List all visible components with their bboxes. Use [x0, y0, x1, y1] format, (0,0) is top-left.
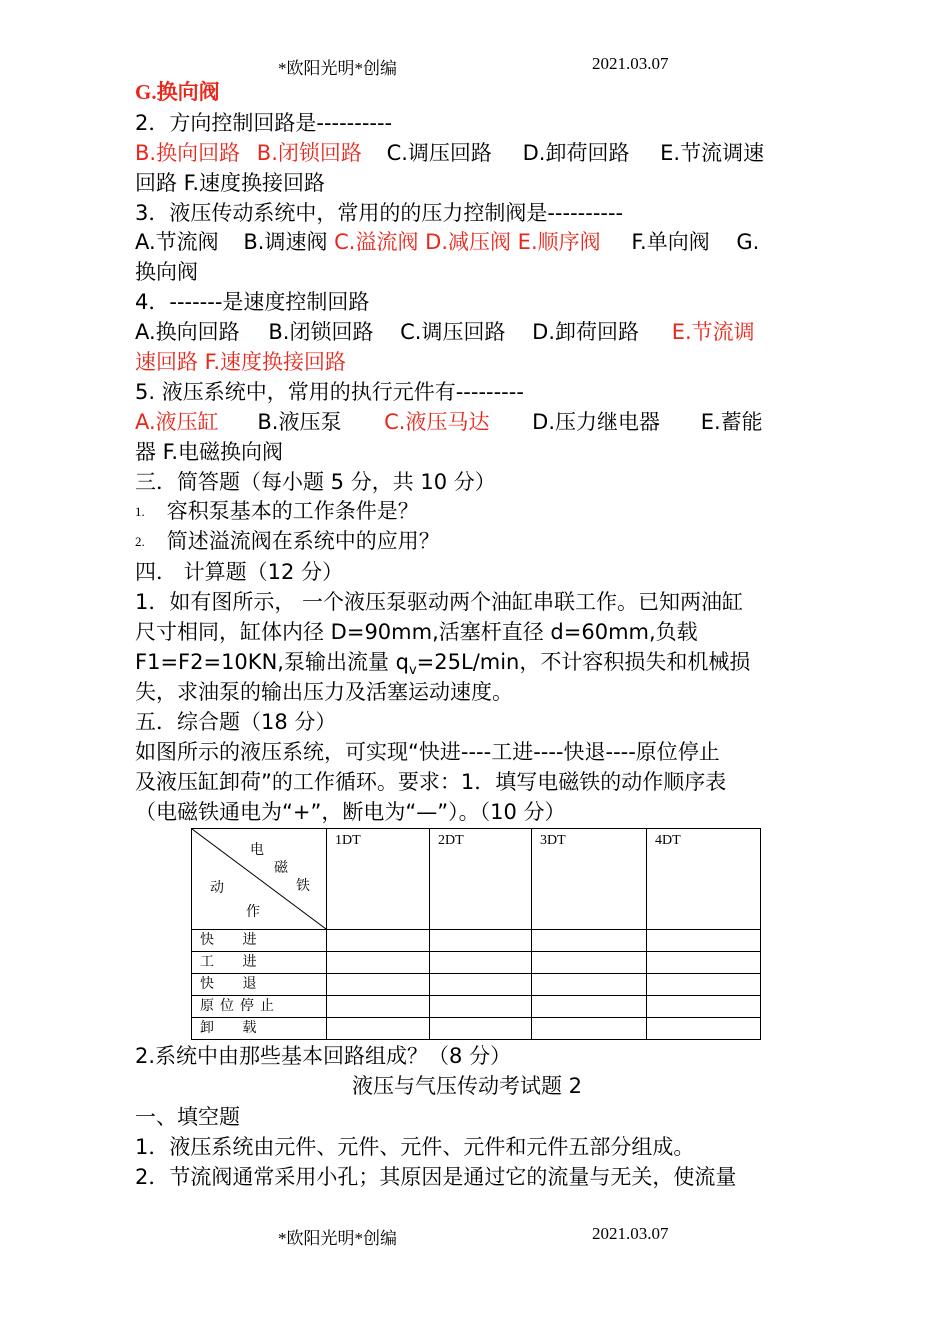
- table-cell: [327, 952, 430, 974]
- option: A.节流阀: [135, 230, 219, 254]
- question-5: 5. 液压系统中，常用的执行元件有---------: [135, 380, 524, 404]
- table-cell: [327, 930, 430, 952]
- table-cell: [647, 952, 761, 974]
- row-label: 卸 载: [192, 1018, 327, 1040]
- column-header: 3DT: [532, 829, 647, 930]
- table-cell: [647, 1018, 761, 1040]
- table-cell: [647, 996, 761, 1018]
- row-label: 快 退: [192, 974, 327, 996]
- option: C.调压回路: [386, 141, 492, 165]
- option: B.闭锁回路: [256, 141, 362, 165]
- question-3-options-cont: 换向阀: [135, 260, 198, 284]
- row-label: 快 进: [192, 930, 327, 952]
- header-author: *欧阳光明*创编: [278, 59, 397, 78]
- section-3-question-1: 1. 容积泵基本的工作条件是？: [135, 499, 419, 523]
- question-2: 2．方向控制回路是----------: [135, 111, 393, 135]
- table-cell: [532, 996, 647, 1018]
- option: C.液压马达: [384, 410, 490, 434]
- header-date: 2021.03.07: [592, 54, 669, 73]
- option: E.节流调: [671, 320, 755, 344]
- table-cell: [647, 930, 761, 952]
- table-cell: [532, 974, 647, 996]
- option: F.单向阀: [631, 230, 710, 254]
- table-row: [192, 1018, 761, 1040]
- diagonal-header-cell: [192, 829, 327, 930]
- question-4-options: [135, 319, 755, 345]
- table-cell: [327, 996, 430, 1018]
- exam-title-2: 液压与气压传动考试题 2: [352, 1074, 583, 1098]
- option: C.调压回路: [400, 320, 506, 344]
- table-cell: [532, 930, 647, 952]
- diag-label: 作: [246, 904, 260, 920]
- solenoid-sequence-table: [191, 828, 761, 1040]
- option: D.卸荷回路: [532, 320, 640, 344]
- option: A.液压缸: [135, 410, 219, 434]
- section-4-para-3: F1=F2=10KN,泵输出流量 $q_v=25L/\min$，不计容积损失和机械损: [135, 650, 751, 679]
- table-cell: [430, 1018, 532, 1040]
- question-3: 3．液压传动系统中，常用的的压力控制阀是----------: [135, 201, 624, 225]
- diag-label: 铁: [296, 878, 310, 894]
- option: G.: [736, 230, 760, 254]
- option: B.换向回路: [135, 141, 241, 165]
- option: B.闭锁回路: [268, 320, 374, 344]
- option: B.调速阀: [243, 230, 328, 254]
- column-header: 2DT: [430, 829, 532, 930]
- section-4-para-1: 1．如有图所示， 一个液压泵驱动两个油缸串联工作。已知两油缸: [135, 590, 744, 614]
- column-header: 1DT: [327, 829, 430, 930]
- section-5-para-1: 如图所示的液压系统，可实现“快进----工进----快退----原位停止: [135, 740, 720, 764]
- table-cell: [430, 952, 532, 974]
- table-cell: [327, 1018, 430, 1040]
- table-cell: [647, 974, 761, 996]
- line-answer-g: G.换向阀: [135, 80, 220, 104]
- question-4-options-cont: 速回路 F.速度换接回路: [135, 350, 347, 374]
- section-5-question-2: 2.系统中由那些基本回路组成？（8 分）: [135, 1044, 512, 1068]
- diag-label: 电: [250, 842, 264, 858]
- option: A.换向回路: [135, 320, 240, 344]
- option: E.节流调速: [660, 141, 765, 165]
- column-header: 4DT: [647, 829, 761, 930]
- option: B.液压泵: [257, 410, 342, 434]
- table-row: [192, 974, 761, 996]
- row-label: 工 进: [192, 952, 327, 974]
- table-row: [192, 930, 761, 952]
- section-5-para-3: （电磁铁通电为“+”，断电为“—”）。（10 分）: [135, 800, 566, 824]
- footer-date: 2021.03.07: [592, 1224, 669, 1243]
- section-4-para-2: 尺寸相同，缸体内径 D=90mm,活塞杆直径 d=60mm,负载: [135, 620, 698, 644]
- table-cell: [430, 930, 532, 952]
- question-5-options: [135, 409, 763, 435]
- table-cell: [532, 952, 647, 974]
- section-3-question-2: 2. 简述溢流阀在系统中的应用？: [135, 529, 440, 553]
- question-2-options-cont: 回路 F.速度换接回路: [135, 171, 326, 195]
- table-cell: [430, 974, 532, 996]
- table-row: [192, 996, 761, 1018]
- diag-label: 动: [210, 880, 224, 896]
- diag-label: 磁: [274, 860, 288, 876]
- question-2-options: [135, 140, 764, 166]
- table-cell: [430, 996, 532, 1018]
- section-4-para-4: 失，求油泵的输出压力及活塞运动速度。: [135, 680, 513, 704]
- table-cell: [532, 1018, 647, 1040]
- fill-in-question-1: 1．液压系统由元件、元件、元件、元件和元件五部分组成。: [135, 1135, 695, 1159]
- option: D.压力继电器: [532, 410, 661, 434]
- question-4: 4．-------是速度控制回路: [135, 290, 370, 314]
- option: E.蓄能: [700, 410, 763, 434]
- question-5-options-cont: 器 F.电磁换向阀: [135, 440, 284, 464]
- section-4-heading: 四． 计算题（12 分）: [135, 560, 344, 584]
- fill-in-heading: 一、填空题: [135, 1105, 240, 1129]
- section-5-para-2: 及液压缸卸荷”的工作循环。要求：1．填写电磁铁的动作顺序表: [135, 770, 727, 794]
- fill-in-question-2: 2．节流阀通常采用小孔；其原因是通过它的流量与无关，使流量: [135, 1165, 737, 1189]
- footer-author: *欧阳光明*创编: [278, 1229, 397, 1248]
- section-3-heading: 三．简答题（每小题 5 分，共 10 分）: [135, 470, 496, 494]
- row-label: 原位停止: [192, 996, 327, 1018]
- question-3-options: [135, 229, 759, 255]
- section-5-heading: 五．综合题（18 分）: [135, 710, 337, 734]
- option: C.溢流阀 D.减压阀 E.顺序阀: [334, 230, 601, 254]
- table-cell: [327, 974, 430, 996]
- table-row: [192, 952, 761, 974]
- option: D.卸荷回路: [522, 141, 630, 165]
